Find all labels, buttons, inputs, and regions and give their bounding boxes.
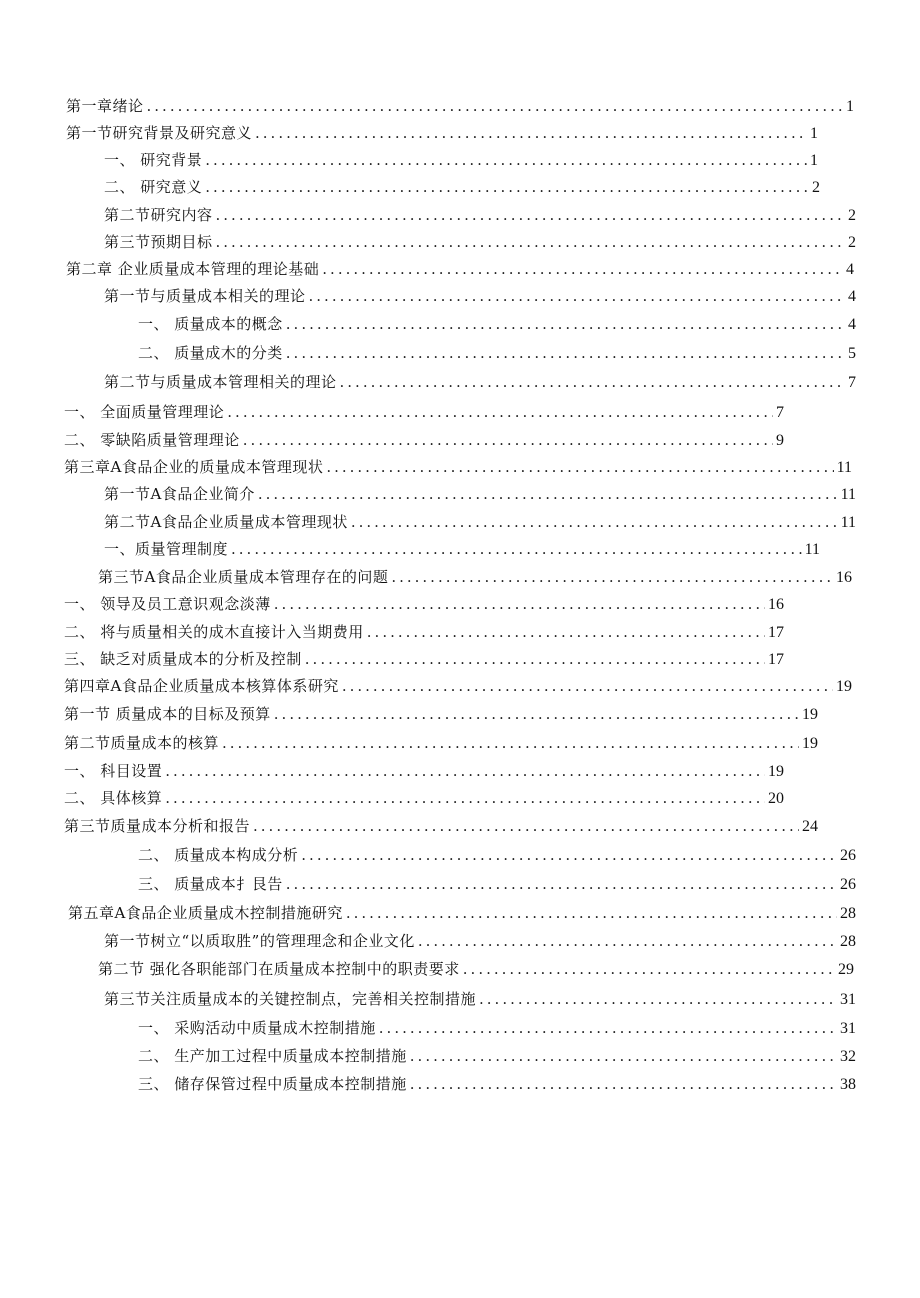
toc-leader-dots bbox=[346, 901, 837, 925]
toc-entry-title: 第三节A食品企业质量成本管理存在的问题 bbox=[98, 568, 389, 586]
toc-entry[interactable] bbox=[64, 674, 852, 698]
toc-entry-title: 第五章A食品企业质量成木控制措施研究 bbox=[68, 904, 343, 922]
toc-entry[interactable] bbox=[138, 1016, 856, 1040]
toc-entry[interactable] bbox=[104, 510, 856, 534]
toc-leader-dots bbox=[255, 121, 807, 145]
toc-leader-dots bbox=[301, 843, 837, 867]
toc-entry-page: 28 bbox=[840, 933, 856, 950]
toc-entry-page: 19 bbox=[802, 735, 818, 752]
toc-entry-title: 第一节 质量成本的目标及预算 bbox=[64, 705, 271, 723]
toc-entry[interactable] bbox=[104, 482, 856, 506]
toc-entry-title: 第一节树立“以质取胜”的管理理念和企业文化 bbox=[104, 932, 415, 950]
toc-leader-dots bbox=[379, 1016, 837, 1040]
toc-entry[interactable] bbox=[104, 929, 856, 953]
toc-entry-page: 11 bbox=[840, 514, 856, 531]
toc-entry-page: 4 bbox=[848, 288, 856, 305]
toc-entry[interactable] bbox=[104, 370, 856, 394]
toc-entry[interactable] bbox=[138, 843, 856, 867]
toc-entry-page: 5 bbox=[848, 345, 856, 362]
toc-entry-title: 第三节预期目标 bbox=[104, 233, 213, 251]
toc-leader-dots bbox=[227, 400, 773, 424]
toc-entry-page: 38 bbox=[840, 1076, 856, 1093]
toc-entry[interactable] bbox=[98, 957, 854, 981]
toc-leader-dots bbox=[322, 257, 843, 281]
toc-leader-dots bbox=[410, 1044, 837, 1068]
toc-entry[interactable] bbox=[64, 592, 784, 616]
toc-entry-title: 三、 质量成本扌艮告 bbox=[138, 875, 283, 893]
toc-entry-page: 1 bbox=[810, 152, 818, 169]
toc-entry-title: 一、 领导及员工意识观念淡薄 bbox=[64, 595, 271, 613]
toc-entry[interactable] bbox=[64, 731, 818, 755]
toc-leader-dots bbox=[216, 203, 845, 227]
toc-entry-title: 第二节质量成本的核算 bbox=[64, 734, 220, 752]
toc-entry-page: 29 bbox=[838, 961, 854, 978]
toc-leader-dots bbox=[253, 814, 799, 838]
toc-leader-dots bbox=[305, 647, 765, 671]
toc-entry-page: 20 bbox=[768, 790, 784, 807]
toc-leader-dots bbox=[342, 674, 833, 698]
toc-entry[interactable] bbox=[64, 620, 784, 644]
toc-entry-title: 二、 零缺陷质量管理理论 bbox=[64, 431, 240, 449]
toc-entry-title: 第四章A食品企业质量成本核算体系研究 bbox=[64, 677, 339, 695]
toc-entry-page: 24 bbox=[802, 818, 818, 835]
toc-entry[interactable] bbox=[64, 428, 784, 452]
toc-entry[interactable] bbox=[104, 284, 856, 308]
toc-entry-page: 11 bbox=[840, 486, 856, 503]
toc-entry-page: 7 bbox=[848, 374, 856, 391]
toc-entry-title: 第三节关注质量成本的关键控制点，完善相关控制措施 bbox=[104, 990, 477, 1008]
toc-entry-title: 第一章绪论 bbox=[66, 97, 144, 115]
toc-leader-dots bbox=[309, 284, 845, 308]
toc-leader-dots bbox=[205, 148, 807, 172]
toc-entry[interactable] bbox=[68, 901, 856, 925]
toc-entry[interactable] bbox=[138, 1072, 856, 1096]
toc-entry-page: 31 bbox=[840, 1020, 856, 1037]
toc-entry-page: 2 bbox=[812, 179, 820, 196]
toc-entry[interactable] bbox=[64, 786, 784, 810]
toc-entry-page: 26 bbox=[840, 847, 856, 864]
toc-entry-title: 三、 缺乏对质量成本的分析及控制 bbox=[64, 650, 302, 668]
toc-leader-dots bbox=[391, 565, 833, 589]
toc-leader-dots bbox=[147, 94, 843, 118]
toc-entry-page: 16 bbox=[836, 569, 852, 586]
toc-entry-title: 一、 采购活动中质量成木控制措施 bbox=[138, 1019, 376, 1037]
toc-entry-title: 一、 研究背景 bbox=[104, 151, 203, 169]
toc-entry-page: 4 bbox=[848, 316, 856, 333]
toc-leader-dots bbox=[222, 731, 799, 755]
toc-entry[interactable] bbox=[104, 148, 818, 172]
toc-entry[interactable] bbox=[98, 565, 852, 589]
toc-entry-title: 第一节与质量成本相关的理论 bbox=[104, 287, 306, 305]
toc-leader-dots bbox=[286, 341, 845, 365]
toc-entry-page: 28 bbox=[840, 905, 856, 922]
toc-entry[interactable] bbox=[104, 230, 856, 254]
toc-entry-title: 第二节 强化各职能部门在质量成本控制中的职责要求 bbox=[98, 960, 460, 978]
toc-entry[interactable] bbox=[64, 400, 784, 424]
toc-leader-dots bbox=[418, 929, 837, 953]
toc-leader-dots bbox=[286, 312, 845, 336]
toc-entry-title: 第二节研究内容 bbox=[104, 206, 213, 224]
toc-entry-page: 32 bbox=[840, 1048, 856, 1065]
toc-entry-title: 二、 生产加工过程中质量成本控制措施 bbox=[138, 1047, 407, 1065]
toc-entry-title: 第二节与质量成本管理相关的理论 bbox=[104, 373, 337, 391]
toc-entry-title: 第二节A食品企业质量成本管理现状 bbox=[104, 513, 348, 531]
toc-leader-dots bbox=[340, 370, 845, 394]
toc-entry-title: 一、 科目设置 bbox=[64, 762, 163, 780]
toc-leader-dots bbox=[216, 230, 845, 254]
toc-entry-page: 7 bbox=[776, 404, 784, 421]
toc-entry[interactable] bbox=[64, 814, 818, 838]
toc-entry-page: 11 bbox=[804, 541, 820, 558]
toc-entry[interactable] bbox=[104, 203, 856, 227]
toc-entry[interactable] bbox=[104, 175, 820, 199]
toc-entry-page: 1 bbox=[846, 98, 854, 115]
toc-leader-dots bbox=[463, 957, 835, 981]
toc-entry-title: 第一节A食品企业简介 bbox=[104, 485, 255, 503]
toc-entry-page: 31 bbox=[840, 991, 856, 1008]
toc-leader-dots bbox=[165, 759, 765, 783]
toc-entry[interactable] bbox=[138, 872, 856, 896]
toc-entry[interactable] bbox=[64, 647, 784, 671]
toc-leader-dots bbox=[274, 592, 765, 616]
toc-entry-title: 第三节质量成本分析和报告 bbox=[64, 817, 251, 835]
toc-entry-page: 19 bbox=[836, 678, 852, 695]
toc-entry[interactable] bbox=[138, 312, 856, 336]
toc-entry-page: 4 bbox=[846, 261, 854, 278]
toc-leader-dots bbox=[274, 702, 799, 726]
toc-leader-dots bbox=[258, 482, 838, 506]
toc-entry-title: 一、质量管理制度 bbox=[104, 540, 229, 558]
toc-entry-page: 19 bbox=[802, 706, 818, 723]
toc-entry-page: 17 bbox=[768, 651, 784, 668]
toc-entry-page: 16 bbox=[768, 596, 784, 613]
toc-entry-title: 一、 全面质量管理理论 bbox=[64, 403, 225, 421]
toc-leader-dots bbox=[367, 620, 765, 644]
toc-entry-page: 26 bbox=[840, 876, 856, 893]
toc-leader-dots bbox=[410, 1072, 837, 1096]
toc-entry-page: 19 bbox=[768, 763, 784, 780]
toc-entry-title: 二、 具体核算 bbox=[64, 789, 163, 807]
toc-entry-page: 2 bbox=[848, 207, 856, 224]
toc-entry-page: 17 bbox=[768, 624, 784, 641]
toc-leader-dots bbox=[165, 786, 765, 810]
toc-entry-title: 二、 将与质量相关的成木直接计入当期费用 bbox=[64, 623, 364, 641]
toc-entry-title: 第一节研究背景及研究意义 bbox=[66, 124, 253, 142]
toc-entry-page: 2 bbox=[848, 234, 856, 251]
toc-entry[interactable] bbox=[64, 702, 818, 726]
toc-entry-title: 二、 质量成本构成分析 bbox=[138, 846, 299, 864]
toc-entry[interactable] bbox=[66, 257, 854, 281]
toc-leader-dots bbox=[205, 175, 809, 199]
toc-leader-dots bbox=[286, 872, 837, 896]
toc-entry[interactable] bbox=[138, 341, 856, 365]
toc-leader-dots bbox=[231, 537, 802, 561]
toc-entry-title: 二、 研究意义 bbox=[104, 178, 203, 196]
toc-entry-title: 三、 储存保管过程中质量成本控制措施 bbox=[138, 1075, 407, 1093]
toc-entry[interactable] bbox=[64, 759, 784, 783]
toc-entry-page: 9 bbox=[776, 432, 784, 449]
toc-leader-dots bbox=[326, 455, 833, 479]
toc-entry[interactable] bbox=[66, 94, 854, 118]
toc-entry[interactable] bbox=[138, 1044, 856, 1068]
toc-entry[interactable] bbox=[104, 987, 856, 1011]
toc-entry[interactable] bbox=[66, 121, 818, 145]
toc-leader-dots bbox=[479, 987, 837, 1011]
toc-leader-dots bbox=[351, 510, 838, 534]
toc-entry[interactable] bbox=[104, 537, 820, 561]
toc-entry[interactable] bbox=[64, 455, 852, 479]
toc-entry-page: 1 bbox=[810, 125, 818, 142]
toc-entry-title: 二、 质量成木的分类 bbox=[138, 344, 283, 362]
toc-entry-page: 11 bbox=[836, 459, 852, 476]
toc-entry-title: 第三章A食品企业的质量成本管理现状 bbox=[64, 458, 324, 476]
toc-leader-dots bbox=[243, 428, 773, 452]
toc-entry-title: 一、 质量成本的概念 bbox=[138, 315, 283, 333]
toc-entry-title: 第二章 企业质量成本管理的理论基础 bbox=[66, 260, 320, 278]
